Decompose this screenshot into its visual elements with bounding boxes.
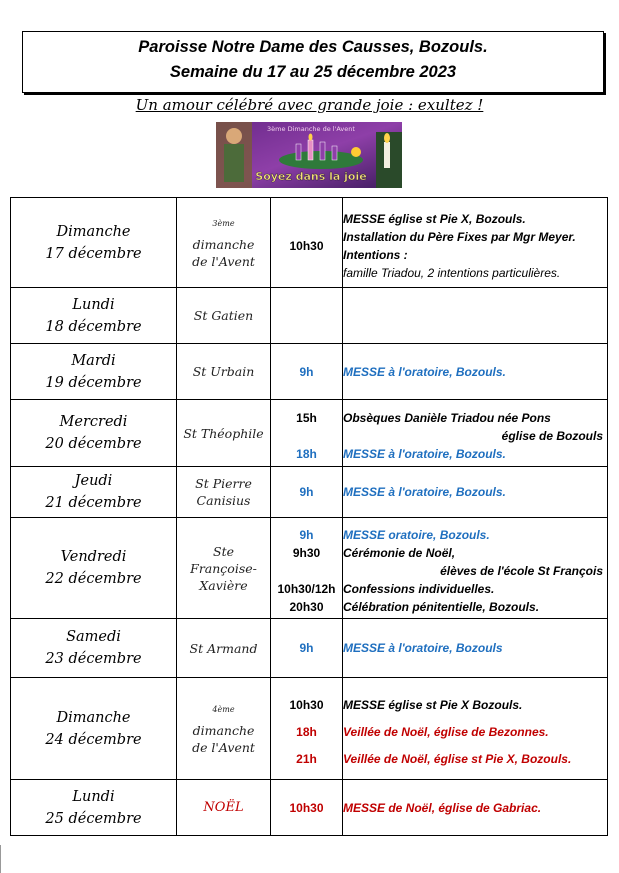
- advent-banner-image: [216, 122, 402, 188]
- saint-cell: [177, 400, 271, 467]
- day-date: 23 décembre: [45, 651, 142, 667]
- ordinal-sup: 3ème: [212, 219, 235, 229]
- desc-cell: [343, 198, 608, 288]
- desc-line: MESSE église st Pie X, Bozouls.: [343, 212, 526, 226]
- time: 9h: [299, 527, 314, 542]
- table-row: [11, 619, 608, 678]
- time: 10h30: [289, 800, 324, 815]
- time-cell: [271, 400, 343, 467]
- day-name: Mercredi: [59, 414, 128, 430]
- time-cell: [271, 344, 343, 400]
- day-cell: [11, 467, 177, 518]
- saint-cell: [177, 518, 271, 619]
- day-name: Lundi: [72, 296, 115, 313]
- time: [271, 562, 342, 580]
- saint-line: St Armand: [189, 640, 258, 656]
- day-cell: [11, 288, 177, 344]
- saint-line: Xavière: [199, 577, 248, 593]
- time: 15h: [296, 410, 317, 425]
- desc-cell: [343, 344, 608, 400]
- day-cell: [11, 678, 177, 780]
- day-cell: [11, 400, 177, 467]
- desc-line: Intentions :: [343, 248, 408, 262]
- saint-line: Françoise-: [190, 560, 257, 576]
- desc-line: élèves de l'école St François: [440, 563, 603, 578]
- time: 20h30: [289, 599, 324, 614]
- desc-line: MESSE à l'oratoire, Bozouls.: [343, 364, 506, 379]
- table-row: [11, 780, 608, 836]
- desc-line: MESSE église st Pie X Bozouls.: [343, 697, 523, 712]
- time: 9h: [299, 364, 314, 379]
- day-name: Dimanche: [56, 709, 131, 726]
- time: 10h30: [289, 239, 324, 253]
- parish-title: Paroisse Notre Dame des Causses, Bozouls.: [138, 38, 488, 56]
- desc-line: MESSE à l'oratoire, Bozouls: [343, 641, 503, 655]
- table-row: [11, 198, 608, 288]
- desc-line: Confessions individuelles.: [343, 581, 495, 596]
- desc-line: MESSE à l'oratoire, Bozouls.: [343, 485, 506, 499]
- day-name: Vendredi: [60, 549, 127, 565]
- saint-line: Ste: [213, 543, 234, 559]
- ordinal-sup: 4ème: [212, 705, 235, 715]
- day-date: 17 décembre: [45, 245, 142, 262]
- desc-cell: [343, 400, 608, 467]
- banner-caption: 3ème Dimanche de l'Avent: [267, 125, 355, 133]
- day-cell: [11, 518, 177, 619]
- day-date: 19 décembre: [45, 374, 142, 391]
- saint-line: NOËL: [203, 800, 244, 815]
- saint-cell: [177, 678, 271, 780]
- day-date: 21 décembre: [45, 495, 142, 511]
- time: 9h: [299, 641, 314, 655]
- saint-cell: [177, 467, 271, 518]
- time-cell: [271, 198, 343, 288]
- day-date: 22 décembre: [45, 571, 142, 587]
- saint-line: St Urbain: [192, 364, 255, 379]
- saint-line: dimanche: [192, 236, 255, 252]
- time: 18h: [296, 724, 317, 739]
- time-cell: [271, 288, 343, 344]
- day-cell: [11, 780, 177, 836]
- day-name: Dimanche: [56, 223, 131, 240]
- banner-text: Soyez dans la joie: [255, 170, 367, 183]
- desc-line: Installation du Père Fixes par Mgr Meyer.: [343, 230, 576, 244]
- time: 9h30: [292, 545, 321, 560]
- day-name: Mardi: [71, 352, 116, 369]
- saint-line: de l'Avent: [192, 253, 255, 269]
- desc-line: MESSE à l'oratoire, Bozouls.: [343, 446, 506, 461]
- day-name: Lundi: [72, 788, 115, 805]
- time-cell: [271, 678, 343, 780]
- time-cell: [271, 780, 343, 836]
- time-cell: [271, 619, 343, 678]
- time: 21h: [296, 751, 317, 766]
- day-date: 25 décembre: [45, 810, 142, 827]
- time-cell: [271, 467, 343, 518]
- day-date: 24 décembre: [45, 731, 142, 748]
- header-box: [22, 31, 604, 93]
- day-cell: [11, 619, 177, 678]
- desc-line: MESSE de Noël, église de Gabriac.: [343, 800, 542, 815]
- saint-cell: [177, 288, 271, 344]
- week-title: Semaine du 17 au 25 décembre 2023: [169, 63, 457, 81]
- day-cell: [11, 198, 177, 288]
- schedule-table: [10, 197, 608, 836]
- time: 9h: [299, 485, 314, 499]
- saint-line: St Gatien: [193, 308, 254, 323]
- saint-cell: [177, 198, 271, 288]
- time: 10h30: [289, 697, 324, 712]
- desc-line: Cérémonie de Noël,: [343, 545, 456, 560]
- table-row: [11, 467, 608, 518]
- saint-cell: [177, 344, 271, 400]
- saint-line: St Pierre: [195, 476, 252, 491]
- table-row: [11, 288, 608, 344]
- day-date: 20 décembre: [45, 436, 142, 452]
- desc-cell: [343, 467, 608, 518]
- saint-line: dimanche: [192, 722, 255, 738]
- desc-line: famille Triadou, 2 intentions particulières.: [343, 266, 561, 280]
- day-name: Samedi: [66, 629, 121, 645]
- time: [271, 427, 342, 445]
- desc-cell: [343, 619, 608, 678]
- time-cell: [271, 518, 343, 619]
- subtitle: Un amour célébré avec grande joie : exultez !: [135, 96, 484, 114]
- saint-line: St Théophile: [183, 425, 264, 441]
- day-cell: [11, 344, 177, 400]
- day-name: Jeudi: [74, 473, 113, 489]
- table-row: [11, 344, 608, 400]
- desc-line: Veillée de Noël, église st Pie X, Bozouls.: [343, 751, 572, 766]
- saint-cell: [177, 780, 271, 836]
- saint-cell: [177, 619, 271, 678]
- table-row: [11, 518, 608, 619]
- saint-line: de l'Avent: [192, 739, 255, 755]
- desc-line: Célébration pénitentielle, Bozouls.: [343, 599, 540, 614]
- desc-cell: [343, 288, 608, 344]
- desc-cell: [343, 518, 608, 619]
- saint-line: Canisius: [196, 493, 251, 508]
- desc-line: Obsèques Danièle Triadou née Pons: [343, 410, 551, 425]
- table-row: [11, 678, 608, 780]
- time: 10h30/12h: [277, 581, 336, 596]
- time: 18h: [296, 446, 317, 461]
- table-row: [11, 400, 608, 467]
- day-date: 18 décembre: [45, 318, 142, 335]
- desc-cell: [343, 678, 608, 780]
- desc-line: Veillée de Noël, église de Bezonnes.: [343, 724, 549, 739]
- desc-line: église de Bozouls: [501, 428, 603, 443]
- desc-cell: [343, 780, 608, 836]
- desc-line: MESSE oratoire, Bozouls.: [343, 527, 490, 542]
- page-edge-divider: [0, 845, 5, 873]
